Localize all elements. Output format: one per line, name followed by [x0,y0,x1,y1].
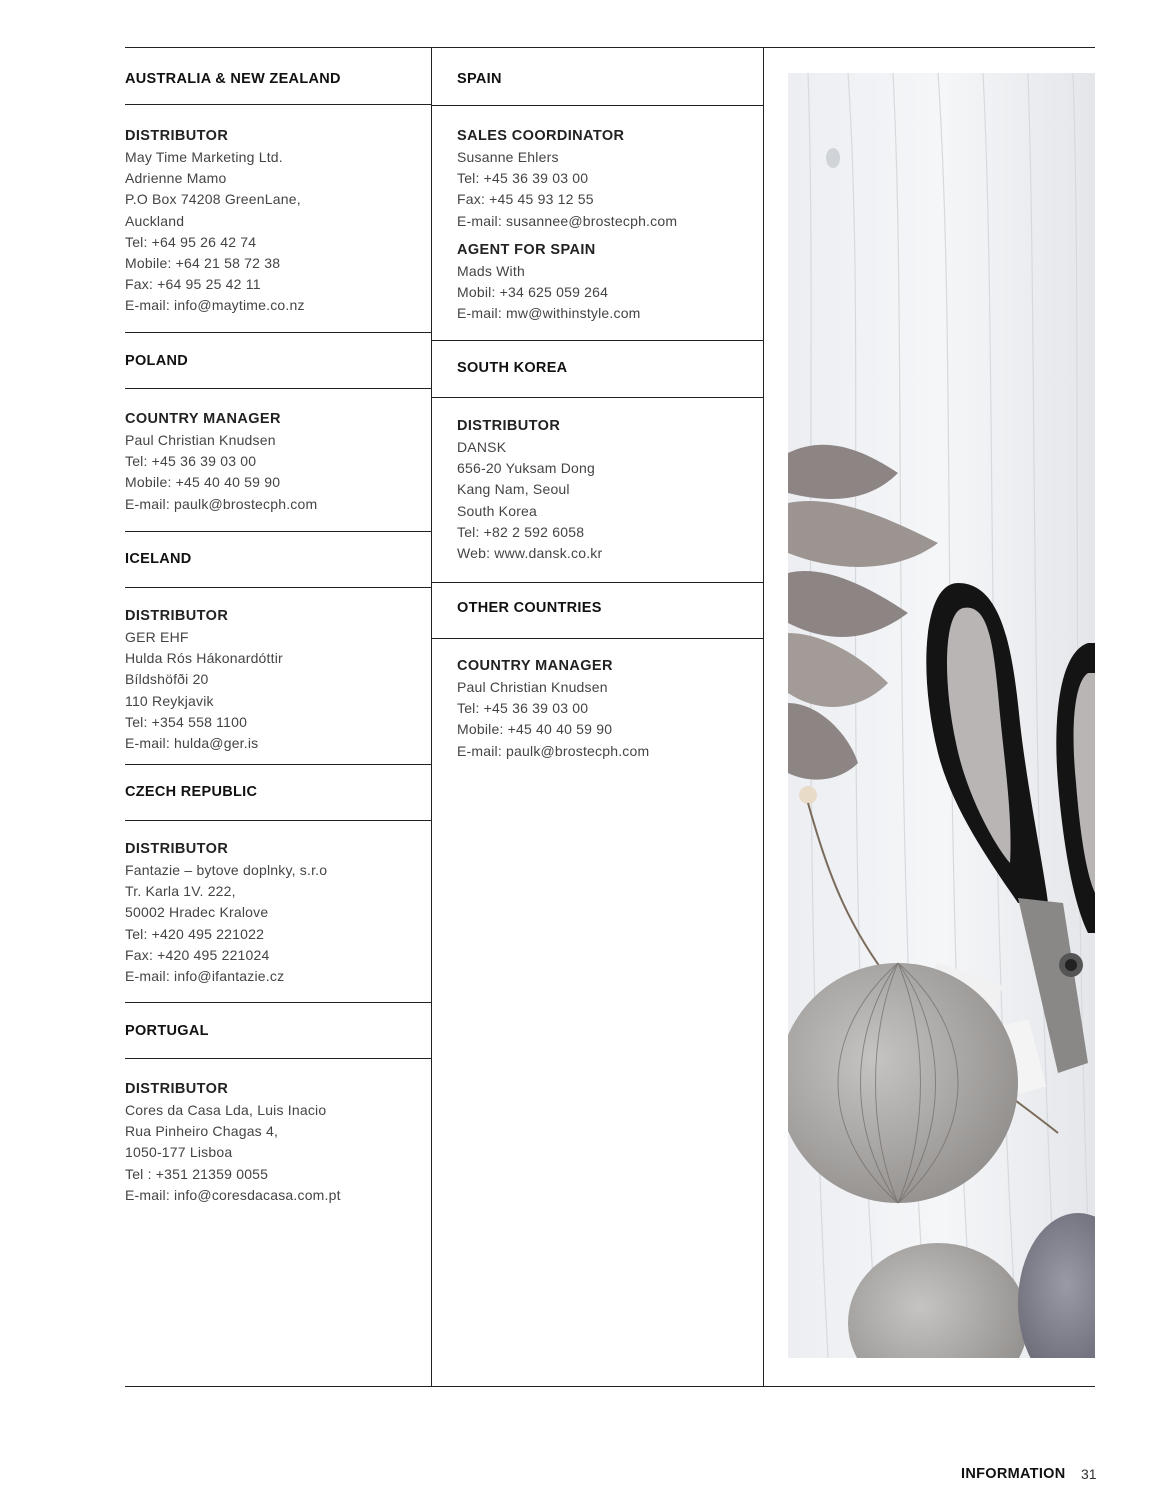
contact-czech [125,839,327,987]
contact-line: Tel: +45 36 39 03 00 [457,700,589,717]
contact-role: DISTRIBUTOR [125,841,229,857]
contact-line: E-mail: paulk@brostecph.com [125,495,318,512]
contact-line: Bíldshöfði 20 [125,671,209,688]
divider [431,340,763,341]
contact-iceland [125,606,283,754]
contact-line: E-mail: susannee@brostecph.com [457,212,678,229]
contact-line: E-mail: info@maytime.co.nz [125,297,305,314]
contact-line: Fax: +64 95 25 42 11 [125,276,261,293]
contact-line: Tel : +351 21359 0055 [125,1165,269,1182]
divider [125,820,431,821]
contact-line: Mads With [457,262,525,279]
contact-line: Mobile: +45 40 40 59 90 [457,721,613,738]
contact-line: Cores da Casa Lda, Luis Inacio [125,1102,327,1118]
contact-line: GER EHF [125,629,189,645]
divider [125,332,431,333]
region-title-au-nz: AUSTRALIA & NEW ZEALAND [125,71,341,87]
contact-role: COUNTRY MANAGER [457,658,613,674]
contact-role: DISTRIBUTOR [125,128,229,144]
contact-role: DISTRIBUTOR [125,1081,229,1097]
contact-line: E-mail: hulda@ger.is [125,735,259,752]
contact-line: Paul Christian Knudsen [457,679,608,695]
divider [431,397,763,398]
contact-line: Adrienne Mamo [125,170,227,187]
contact-line: 1050-177 Lisboa [125,1144,233,1161]
contact-line: Susanne Ehlers [457,149,559,165]
contact-role: DISTRIBUTOR [457,418,561,434]
region-title-spain: SPAIN [457,71,502,87]
divider [431,105,763,106]
divider [125,531,431,532]
contact-line: Auckland [125,212,185,229]
contact-line: 50002 Hradec Kralove [125,904,269,921]
contact-line: 110 Reykjavik [125,692,214,709]
contact-line: Kang Nam, Seoul [457,481,570,498]
contact-line: Fax: +420 495 221024 [125,946,270,963]
column-divider-1 [431,47,432,1387]
contact-line: Paul Christian Knudsen [125,432,276,448]
photo-illustration [788,73,1095,1358]
footer-section-title: INFORMATION [961,1466,1066,1482]
contact-poland [125,409,317,515]
region-title-other: OTHER COUNTRIES [457,600,602,616]
region-title-south-korea: SOUTH KOREA [457,360,568,376]
contact-line: Tel: +64 95 26 42 74 [125,233,257,250]
contact-line: Fantazie – bytove doplnky, s.r.o [125,862,328,878]
contact-line: Tel: +82 2 592 6058 [457,523,585,540]
column-divider-2 [763,47,764,1387]
contact-role: AGENT FOR SPAIN [457,241,596,258]
divider [125,764,431,765]
page-number: 31 [1081,1466,1097,1482]
region-title-portugal: PORTUGAL [125,1023,209,1039]
contact-line: Tel: +354 558 1100 [125,713,248,730]
contact-line: P.O Box 74208 GreenLane, [125,191,301,208]
contact-spain [457,126,677,324]
contact-line: Tel: +45 36 39 03 00 [125,453,257,470]
divider [431,582,763,583]
contact-line: Tel: +420 495 221022 [125,925,265,942]
contact-line: E-mail: info@ifantazie.cz [125,968,285,985]
region-title-poland: POLAND [125,353,189,369]
contact-other [457,656,649,762]
region-title-iceland: ICELAND [125,551,192,567]
contact-au-nz [125,126,305,317]
divider [125,388,431,389]
contact-role: DISTRIBUTOR [125,608,229,624]
contact-line: DANSK [457,439,507,455]
contact-line: Mobile: +64 21 58 72 38 [125,255,281,272]
contact-line: Web: www.dansk.co.kr [457,545,603,562]
contact-role: COUNTRY MANAGER [125,411,281,427]
contact-line: Fax: +45 45 93 12 55 [457,191,594,208]
bottom-rule [125,1386,1095,1387]
contact-line: 656-20 Yuksam Dong [457,460,595,477]
contact-portugal [125,1079,341,1206]
contact-line: Rua Pinheiro Chagas 4, [125,1123,279,1140]
divider [125,587,431,588]
contact-line: South Korea [457,502,538,519]
contact-line: Tel: +45 36 39 03 00 [457,170,589,187]
contact-line: E-mail: info@coresdacasa.com.pt [125,1186,341,1203]
contact-line: E-mail: mw@withinstyle.com [457,305,641,322]
divider [431,638,763,639]
top-rule [125,47,1095,48]
divider [125,1058,431,1059]
contact-line: May Time Marketing Ltd. [125,149,283,165]
contact-south-korea [457,416,602,564]
contact-role: SALES COORDINATOR [457,128,625,144]
divider [125,1002,431,1003]
contact-line: Hulda Rós Hákonardóttir [125,650,283,667]
contact-line: Mobile: +45 40 40 59 90 [125,474,281,491]
craft-photo [788,73,1095,1358]
contact-line: E-mail: paulk@brostecph.com [457,742,650,759]
contact-line: Tr. Karla 1V. 222, [125,883,236,900]
contact-line: Mobil: +34 625 059 264 [457,284,609,301]
divider [125,104,431,105]
region-title-czech: CZECH REPUBLIC [125,784,258,800]
